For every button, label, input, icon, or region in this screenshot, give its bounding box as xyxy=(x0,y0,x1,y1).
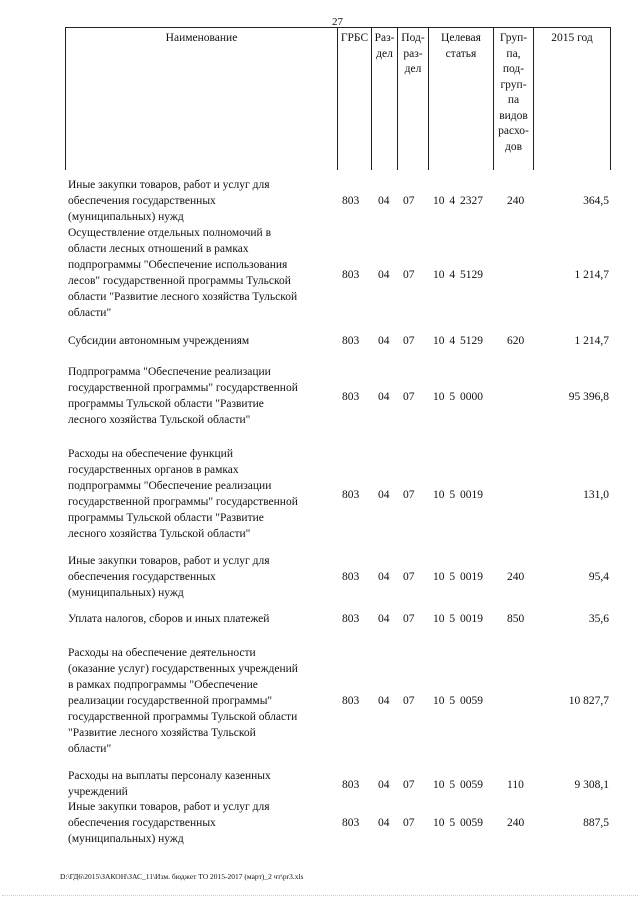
row-name: Иные закупки товаров, работ и услуг для обеспечения государственных (муниципальных) нужд xyxy=(68,179,270,223)
row-podrazdel: 07 xyxy=(403,195,415,207)
header-year: 2015 год xyxy=(551,32,593,44)
row-celevaya: 10 4 5129 xyxy=(433,335,483,347)
row-razdel: 04 xyxy=(378,613,390,625)
row-vid: 240 xyxy=(507,571,525,583)
row-grbs: 803 xyxy=(342,269,360,281)
row-celevaya: 10 5 0059 xyxy=(433,779,483,791)
row-name: Иные закупки товаров, работ и услуг для обеспечения государственных (муниципальных) нужд xyxy=(68,801,270,845)
row-podrazdel: 07 xyxy=(403,571,415,583)
page-number: 27 xyxy=(332,16,343,28)
row-grbs: 803 xyxy=(342,695,360,707)
row-sum: 1 214,7 xyxy=(574,269,609,281)
row-name: Уплата налогов, сборов и иных платежей xyxy=(68,613,270,625)
row-celevaya: 10 4 5129 xyxy=(433,269,483,281)
row-vid: 240 xyxy=(507,195,525,207)
file-path-footer: D:\ГД6\2015\ЗАКОН\ЗАС_11\Изм. бюджет ТО 2015-2017 (март)_2 чт\pr3.xls xyxy=(60,872,304,881)
row-sum: 364,5 xyxy=(583,195,609,207)
row-celevaya: 10 5 0019 xyxy=(433,613,483,625)
row-razdel: 04 xyxy=(378,695,390,707)
row-razdel: 04 xyxy=(378,817,390,829)
row-celevaya: 10 5 0059 xyxy=(433,695,483,707)
scan-edge-divider xyxy=(2,895,638,896)
header-razdel: Раз- дел xyxy=(372,28,398,170)
row-razdel: 04 xyxy=(378,779,390,791)
row-grbs: 803 xyxy=(342,779,360,791)
row-podrazdel: 07 xyxy=(403,391,415,403)
row-podrazdel: 07 xyxy=(403,489,415,501)
row-sum: 131,0 xyxy=(583,489,609,501)
header-name: Наименование xyxy=(66,28,338,170)
row-name: Расходы на выплаты персоналу казенных учреждений xyxy=(68,770,271,798)
row-name: Осуществление отдельных полномочий в области лесных отношений в рамках подпрограммы "Обеспечение использования лесов" государственной программы Тульской области "Развитие лесного хозяйства Тульской области" xyxy=(68,227,298,319)
row-razdel: 04 xyxy=(378,391,390,403)
row-sum: 10 827,7 xyxy=(568,695,609,707)
row-grbs: 803 xyxy=(342,613,360,625)
row-name: Субсидии автономным учреждениям xyxy=(68,335,250,347)
table-header xyxy=(65,27,611,170)
row-podrazdel: 07 xyxy=(403,335,415,347)
row-celevaya: 10 4 2327 xyxy=(433,195,483,207)
row-name: Расходы на обеспечение функций государственных органов в рамках подпрограммы "Обеспечение реализации государственной программы" государственной программы Тульской области "Развитие лесного хозяйства Тульской области" xyxy=(68,448,298,540)
row-vid: 110 xyxy=(507,779,524,791)
row-grbs: 803 xyxy=(342,571,360,583)
row-podrazdel: 07 xyxy=(403,695,415,707)
row-sum: 9 308,1 xyxy=(574,779,609,791)
row-razdel: 04 xyxy=(378,335,390,347)
header-celevaya-statya: Целевая статья xyxy=(429,28,494,170)
row-grbs: 803 xyxy=(342,195,360,207)
row-podrazdel: 07 xyxy=(403,269,415,281)
row-celevaya: 10 5 0019 xyxy=(433,489,483,501)
header-gruppa-vidov: Груп- па, под- груп- па видов расхо- дов xyxy=(494,28,534,170)
row-podrazdel: 07 xyxy=(403,817,415,829)
row-razdel: 04 xyxy=(378,489,390,501)
row-vid: 240 xyxy=(507,817,525,829)
row-podrazdel: 07 xyxy=(403,779,415,791)
row-sum: 35,6 xyxy=(588,613,609,625)
row-name: Подпрограмма "Обеспечение реализации государственной программы" государственной программы Тульской области "Развитие лесного хозяйства Тульской области" xyxy=(68,366,298,426)
row-sum: 1 214,7 xyxy=(574,335,609,347)
row-grbs: 803 xyxy=(342,489,360,501)
header-grbs: ГРБС xyxy=(338,28,372,170)
row-celevaya: 10 5 0000 xyxy=(433,391,483,403)
row-razdel: 04 xyxy=(378,269,390,281)
row-sum: 95 396,8 xyxy=(568,391,609,403)
row-grbs: 803 xyxy=(342,335,360,347)
row-celevaya: 10 5 0059 xyxy=(433,817,483,829)
row-celevaya: 10 5 0019 xyxy=(433,571,483,583)
row-razdel: 04 xyxy=(378,571,390,583)
row-sum: 887,5 xyxy=(583,817,609,829)
row-grbs: 803 xyxy=(342,391,360,403)
row-sum: 95,4 xyxy=(588,571,609,583)
row-grbs: 803 xyxy=(342,817,360,829)
header-podrazdel: Под- раз- дел xyxy=(398,28,429,170)
row-vid: 850 xyxy=(507,613,525,625)
row-podrazdel: 07 xyxy=(403,613,415,625)
row-vid: 620 xyxy=(507,335,525,347)
row-razdel: 04 xyxy=(378,195,390,207)
row-name: Иные закупки товаров, работ и услуг для обеспечения государственных (муниципальных) нужд xyxy=(68,555,270,599)
row-name: Расходы на обеспечение деятельности (оказание услуг) государственных учреждений в рамках подпрограммы "Обеспечение реализации государственной программы" государственной программы Тульской области "Развитие лесного хозяйства Тульской области" xyxy=(68,647,298,755)
